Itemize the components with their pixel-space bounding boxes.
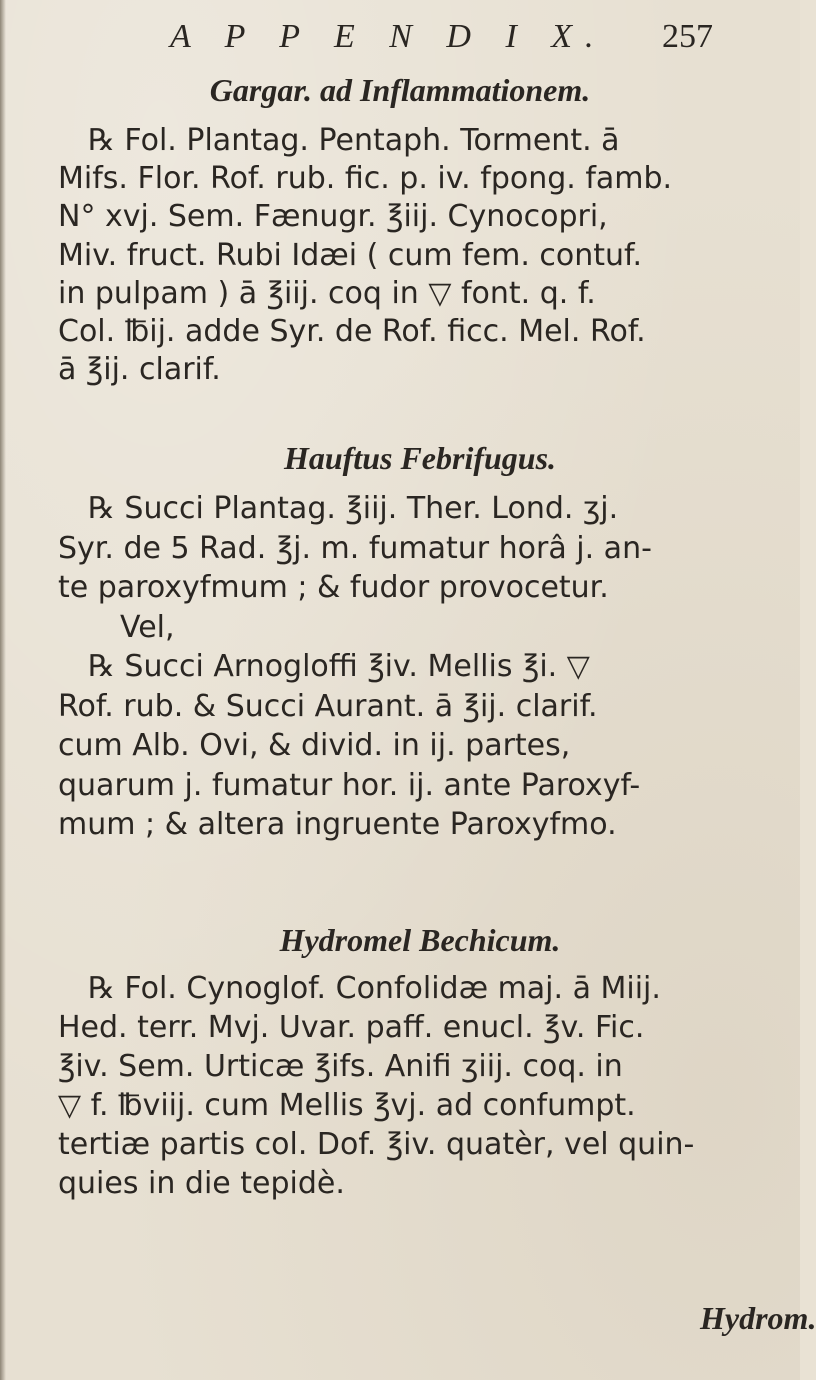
text-line: Syr. de 5 Rad. ℥j. m. fumatur horâ j. an- — [58, 530, 652, 566]
text-line: ℞ Fol. Cynoglof. Confolidæ maj. ā Miij. — [88, 971, 661, 1006]
text-line: tertiæ partis col. Dof. ℥iv. quatèr, vel quin- — [58, 1127, 695, 1162]
text-line: Rof. rub. & Succi Aurant. ā ℥ij. clarif. — [58, 688, 598, 724]
text-line: ℞ Succi Arnogloffi ℥iv. Mellis ℥i. ▽ — [88, 649, 590, 684]
text-line: Vel, — [120, 609, 175, 645]
text-line: ℞ Succi Plantag. ℥iij. Ther. Lond. ʒj. — [88, 491, 619, 526]
text-line: in pulpam ) ā ℥iij. coq in ▽ font. q. f. — [58, 275, 596, 311]
running-head-title: A P P E N D I X. — [170, 18, 607, 55]
text-line: N° xvj. Sem. Fænugr. ℥iij. Cynocopri, — [58, 199, 608, 235]
text-line: ▽ f. ℔viij. cum Mellis ℥vj. ad confumpt. — [58, 1088, 636, 1123]
text-line: Hed. terr. Mvj. Uvar. paff. enucl. ℥v. Fic. — [58, 1010, 645, 1045]
section-body-gargarism — [58, 122, 748, 389]
page-number: 257 — [662, 18, 713, 55]
text-line: Miv. fruct. Rubi Idæi ( cum fem. contuf. — [58, 237, 642, 273]
section-body-haustus — [58, 490, 748, 846]
section-heading-haustus: Hauftus Febrifugus. — [283, 440, 557, 476]
text-line: Mifs. Flor. Rof. rub. fic. p. iv. fpong. famb. — [58, 161, 673, 197]
text-line: quies in die tepidè. — [58, 1166, 345, 1201]
text-line: ℞ Fol. Plantag. Pentaph. Torment. ā — [88, 123, 620, 158]
text-line: ā ℥ij. clarif. — [58, 352, 221, 388]
text-line: ℥iv. Sem. Urticæ ℥ifs. Anifi ʒiij. coq. in — [58, 1049, 623, 1084]
page-gutter-shadow — [0, 0, 6, 1380]
text-line: quarum j. fumatur hor. ij. ante Paroxyf- — [58, 767, 641, 803]
section-heading-gargarism: Gargar. ad Inflammationem. — [209, 72, 591, 108]
section-heading-hydromel: Hydromel Bechicum. — [279, 922, 561, 958]
catchword: Hydrom. — [700, 1300, 816, 1336]
section-body-hydromel — [58, 970, 748, 1204]
running-head — [0, 14, 800, 64]
text-line: te paroxyfmum ; & fudor provocetur. — [58, 570, 609, 605]
text-line: cum Alb. Ovi, & divid. in ij. partes, — [58, 728, 571, 763]
text-line: mum ; & altera ingruente Paroxyfmo. — [58, 807, 617, 842]
text-line: Col. ℔ij. adde Syr. de Rof. ficc. Mel. Rof. — [58, 313, 646, 349]
